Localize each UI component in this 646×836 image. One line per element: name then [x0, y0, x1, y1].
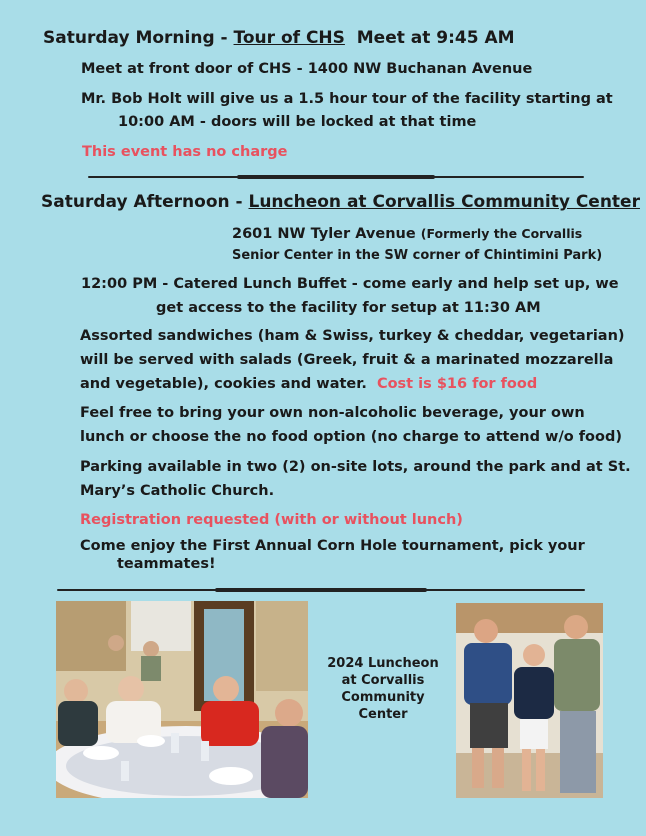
- registration-note: Registration requested (with or without lunch): [80, 512, 463, 528]
- parking-line2: Mary’s Catholic Church.: [80, 483, 275, 499]
- photo-caption: 2024 Luncheon at Corvallis Community Center: [327, 656, 439, 722]
- three-attendees-photo: [456, 603, 603, 798]
- food-line3: and vegetable), cookies and water. Cost is $16 for food: [80, 376, 538, 392]
- cornhole-line1: Come enjoy the First Annual Corn Hole tournament, pick your: [80, 538, 585, 554]
- parking-line1: Parking available in two (2) on-site lots, around the park and at St.: [80, 459, 631, 475]
- morning-heading: Saturday Morning - Tour of CHS Meet at 9:45 AM: [43, 28, 515, 48]
- food-cost: Cost is $16 for food: [376, 376, 538, 392]
- afternoon-address: 2601 NW Tyler Avenue (Formerly the Corvallis: [232, 226, 583, 242]
- luncheon-group-photo: [56, 601, 308, 798]
- beverage-line2: lunch or choose the no food option (no charge to attend w/o food): [80, 429, 622, 445]
- beverage-line1: Feel free to bring your own non-alcoholic beverage, your own: [80, 405, 585, 421]
- morning-title: Tour of CHS: [233, 28, 345, 48]
- afternoon-title: Luncheon at Corvallis Community Center: [248, 192, 640, 212]
- divider-bottom: [57, 589, 585, 591]
- morning-no-charge: This event has no charge: [82, 144, 288, 160]
- lunch-line2: get access to the facility for setup at 11:30 AM: [156, 300, 541, 316]
- morning-tour-line2: 10:00 AM - doors will be locked at that time: [118, 114, 477, 130]
- morning-meet-location: Meet at front door of CHS - 1400 NW Buchanan Avenue: [81, 61, 533, 77]
- morning-meet-time: Meet at 9:45 AM: [356, 28, 515, 48]
- lunch-line1: 12:00 PM - Catered Lunch Buffet - come early and help set up, we: [81, 276, 619, 292]
- divider-top: [88, 176, 584, 178]
- afternoon-address-note: Senior Center in the SW corner of Chintimini Park): [232, 248, 603, 263]
- afternoon-heading: Saturday Afternoon - Luncheon at Corvallis Community Center: [41, 192, 640, 212]
- morning-tour-line1: Mr. Bob Holt will give us a 1.5 hour tour of the facility starting at: [81, 91, 613, 107]
- food-line1: Assorted sandwiches (ham & Swiss, turkey & cheddar, vegetarian): [80, 328, 625, 344]
- food-line2: will be served with salads (Greek, fruit & a marinated mozzarella: [80, 352, 614, 368]
- cornhole-line2: teammates!: [117, 556, 216, 572]
